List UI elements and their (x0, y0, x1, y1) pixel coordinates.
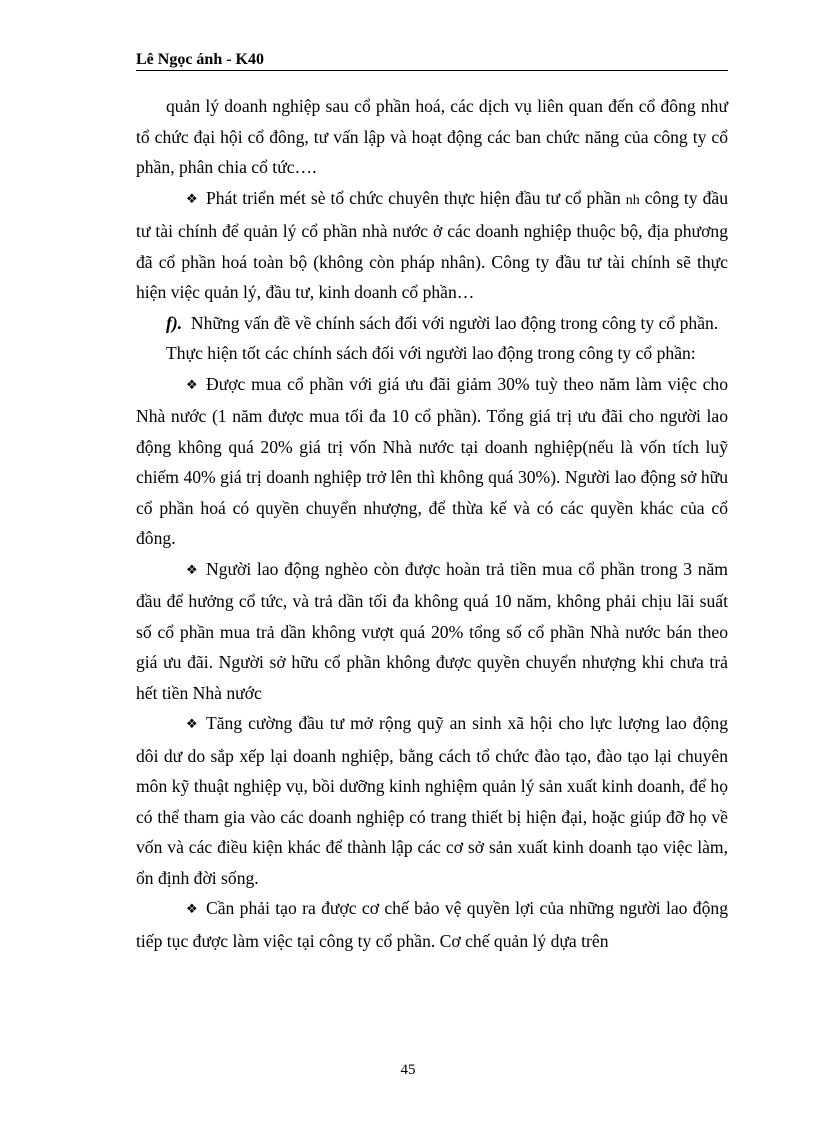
bullet-diamond-icon: ❖ (186, 717, 198, 732)
bullet-paragraph-share-purchase (136, 369, 728, 554)
bullet-text: Cần phải tạo ra được cơ chế bảo vệ quyền lợi của những người lao động tiếp tục được làm việc tại công ty cổ phần. Cơ chế quản lý dựa trên (136, 898, 728, 951)
bullet-text: Phát triển mét sè tổ chức chuyên thực hiện đầu tư cổ phần (206, 187, 621, 208)
bullet-text: Được mua cổ phần với giá ưu đãi giảm 30% tuỳ theo năm làm việc cho Nhà nước (1 năm được mua tối đa 10 cổ phần). Tổng giá trị ưu đãi cho người lao động không quá 20% giá trị vốn Nhà nước tại doanh nghiệp(nếu là vốn tích luỹ chiếm 40% giá trị doanh nghiệp trở lên thì không quá 30%). Người lao động sở hữu cổ phần hoá có quyền chuyển nhượng, để thừa kế và có các quyền khác của cổ đông. (136, 373, 728, 548)
document-body (136, 91, 728, 956)
bullet-diamond-icon: ❖ (186, 377, 198, 393)
bullet-paragraph-protection (136, 893, 728, 956)
header-author: Lê Ngọc ánh - K40 (136, 51, 264, 68)
bullet-text: Người lao động nghèo còn được hoàn trả tiền mua cổ phần trong 3 năm đầu để hưởng cổ tức, và trả dần tối đa không quá 10 năm, không phải chịu lãi suất số cổ phần mua trả dần không vượt quá 20% tổng số cổ phần Nhà nước bán theo giá ưu đãi. Người sở hữu cổ phần không được quyền chuyển nhượng khi chưa trả hết tiền Nhà nước (136, 558, 728, 703)
page-header (136, 50, 728, 71)
bullet-paragraph-investment (136, 183, 728, 308)
paragraph-continuation: quản lý doanh nghiệp sau cổ phần hoá, các dịch vụ liên quan đến cổ đông như tổ chức đại hội cổ đông, tư vấn lập và hoạt động các ban chức năng của công ty cổ phần, phân chia cổ tức…. (136, 96, 728, 177)
paragraph-intro: Thực hiện tốt các chính sách đối với người lao động trong công ty cổ phần: (166, 343, 696, 363)
bullet-diamond-icon: ❖ (186, 562, 198, 578)
bullet-diamond-icon: ❖ (186, 902, 198, 917)
bullet-paragraph-social-security (136, 708, 728, 893)
section-heading (136, 308, 728, 339)
fragment-note: nh (625, 192, 640, 208)
bullet-text-continuation: công ty đầu tư tài chính để quản lý cổ phần nhà nước ở các doanh nghiệp thuộc bộ, địa phương đã cổ phần hoá toàn bộ (không còn pháp nhân). Công ty đầu tư tài chính sẽ thực hiện việc quản lý, đầu tư, kinh doanh cổ phần… (136, 187, 728, 302)
section-label: f). (166, 312, 183, 333)
bullet-text: Tăng cường đầu tư mở rộng quỹ an sinh xã hội cho lực lượng lao động dôi dư do sắp xếp lại doanh nghiệp, bằng cách tổ chức đào tạo, đào tạo lại chuyên môn kỹ thuật nghiệp vụ, bồi dưỡng kinh nghiệm quản lý sản xuất kinh doanh, để họ có thể tham gia vào các doanh nghiệp có trang thiết bị hiện đại, hoặc giúp đỡ họ về vốn và các điều kiện khác để thành lập các cơ sở sản xuất kinh doanh tạo việc làm, ổn định đời sống. (136, 713, 728, 888)
page-number: 45 (400, 1062, 416, 1078)
bullet-diamond-icon: ❖ (186, 191, 198, 207)
section-title: Những vấn đề về chính sách đối với người lao động trong công ty cổ phần. (190, 312, 719, 333)
bullet-paragraph-poor-workers (136, 554, 728, 709)
